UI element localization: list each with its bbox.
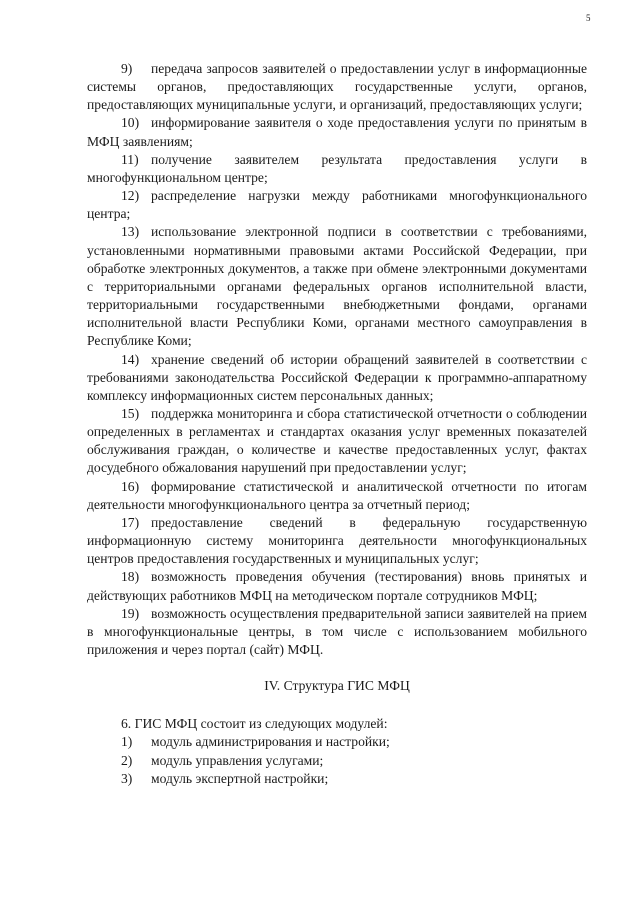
list-item-number: 10): [121, 115, 140, 131]
list-item-17: [87, 514, 587, 568]
list-item-18: [87, 568, 587, 604]
list-item-16: [87, 478, 587, 514]
list-item-number: 9): [121, 61, 133, 76]
section-heading: IV. Структура ГИС МФЦ: [264, 678, 410, 694]
list-item-number: 17): [121, 514, 140, 530]
module-number: 1): [121, 734, 133, 750]
list-item-text: возможность осуществления предварительной записи заявителей на прием в многофункциональные центры, в том числе с использованием мобильного приложения и через портал (сайт) МФЦ.: [87, 605, 587, 657]
list-item-12: [87, 187, 587, 223]
section-intro: 6. ГИС МФЦ состоит из следующих модулей:: [121, 716, 388, 732]
list-item-text: возможность проведения обучения (тестирования) вновь принятых и действующих работников МФЦ на методическом портале сотрудников МФЦ;: [87, 569, 587, 603]
list-item-number: 12): [121, 188, 140, 204]
list-item-text: получение заявителем результата предоставления услуги в многофункциональном центре;: [87, 151, 587, 185]
page-number: 5: [586, 13, 591, 23]
list-item-number: 13): [121, 224, 140, 240]
list-item-10: [87, 114, 587, 150]
list-item-text: распределение нагрузки между работниками многофункционального центра;: [87, 188, 587, 222]
module-item-2: [87, 752, 587, 770]
list-item-text: использование электронной подписи в соответствии с требованиями, установленными нормативными правовыми актами Российской Федерации, при обработке электронных документов, а также при обмене электронными документами с территориальными органами федеральных органов исполнительной власти, территориальными государственными внебюджетными фондами, органами исполнительной власти Республики Коми, органами местного самоуправления в Республике Коми;: [87, 224, 587, 349]
module-item-3: [87, 770, 587, 788]
list-item-11: [87, 151, 587, 187]
list-item-15: [87, 405, 587, 478]
module-text: модуль экспертной настройки;: [151, 770, 329, 786]
list-item-number: 19): [121, 605, 140, 621]
module-text: модуль администрирования и настройки;: [151, 734, 390, 750]
list-item-text: хранение сведений об истории обращений заявителей в соответствии с требованиями законодательства Российской Федерации к программно-аппаратному комплексу информационных систем персональных данных;: [87, 351, 587, 403]
list-item-number: 16): [121, 478, 140, 494]
module-text: модуль управления услугами;: [151, 752, 324, 768]
module-number: 3): [121, 770, 133, 786]
list-item-text: предоставление сведений в федеральную государственную информационную систему мониторинга деятельности многофункциональных центров предоставления государственных и муниципальных услуг;: [87, 514, 587, 567]
list-item-text: формирование статистической и аналитической отчетности по итогам деятельности многофункционального центра за отчетный период;: [87, 478, 587, 512]
list-item-number: 15): [121, 405, 140, 421]
document-body: [87, 60, 587, 788]
list-item-text: информирование заявителя о ходе предоставления услуги по принятым в МФЦ заявлениям;: [87, 115, 587, 149]
list-item-19: [87, 605, 587, 659]
module-number: 2): [121, 752, 133, 768]
list-item-text: передача запросов заявителей о предоставлении услуг в информационные системы органов, предоставляющих государственные услуги, органов, предоставляющих муниципальные услуги, и организаций, предоставляющих услуги;: [87, 61, 587, 113]
module-item-1: [87, 733, 587, 751]
list-item-number: 11): [121, 151, 139, 167]
list-item-13: [87, 223, 587, 350]
list-item-number: 14): [121, 351, 140, 367]
list-item-14: [87, 351, 587, 405]
list-item-number: 18): [121, 569, 140, 585]
list-item-9: [87, 60, 587, 114]
list-item-text: поддержка мониторинга и сбора статистической отчетности о соблюдении определенных в регламентах и стандартах оказания услуг временных показателей обслуживания граждан, о количестве и качестве предоставленных услуг, фактах досудебного обжалования нарушений при предоставлении услуг;: [87, 405, 587, 476]
